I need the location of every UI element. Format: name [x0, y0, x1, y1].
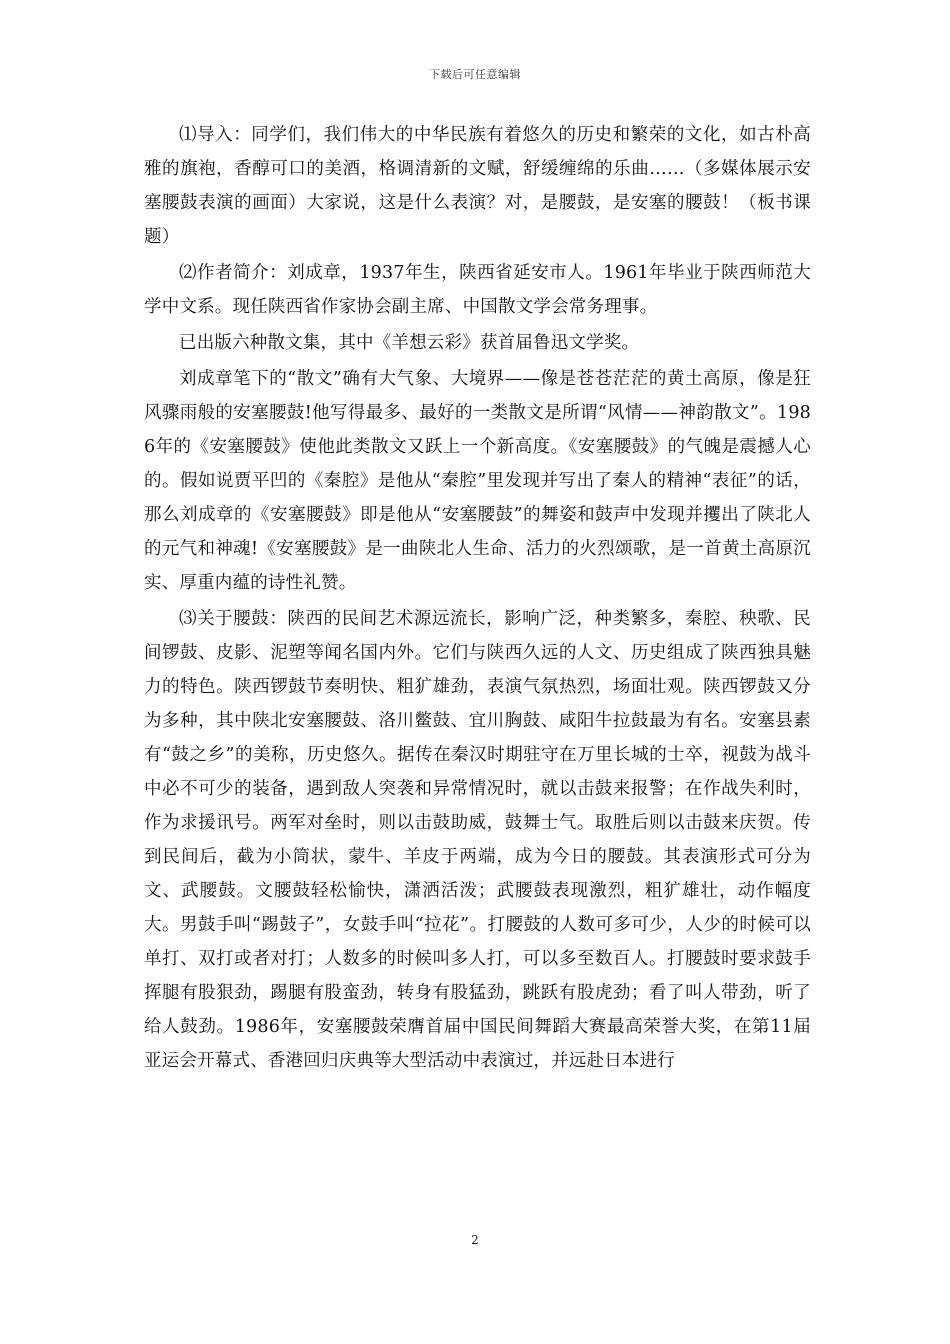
paragraph-introduction: ⑴导入：同学们，我们伟大的中华民族有着悠久的历史和繁荣的文化，如古朴高雅的旗袍，香醇可口的美酒，格调清新的文赋，舒缓缠绵的乐曲……（多媒体展示安塞腰鼓表演的画面）大家说，这是什么表演？对，是腰鼓，是安塞的腰鼓！（板书课题）	[144, 125, 811, 247]
page-header: 下载后可任意编辑	[429, 68, 521, 81]
document-body	[144, 118, 811, 1082]
paragraph-author-intro: ⑵作者简介：刘成章，1937年生，陕西省延安市人。1961年毕业于陕西师范大学中文系。现任陕西省作家协会副主席、中国散文学会常务理事。	[144, 263, 811, 317]
paragraph-about-waist-drum: ⑶关于腰鼓：陕西的民间艺术源远流长，影响广泛，种类繁多，秦腔、秧歌、民间锣鼓、皮影、泥塑等闻名国内外。它们与陕西久远的人文、历史组成了陕西独具魅力的特色。陕西锣鼓节奏明快、粗犷雄劲，表演气氛热烈，场面壮观。陕西锣鼓又分为多种，其中陕北安塞腰鼓、洛川鳖鼓、宜川胸鼓、咸阳牛拉鼓最为有名。安塞县素有“鼓之乡”的美称，历史悠久。据传在秦汉时期驻守在万里长城的士卒，视鼓为战斗中必不可少的装备，遇到敌人突袭和异常情况时，就以击鼓来报警；在作战失利时，作为求援讯号。两军对垒时，则以击鼓助威，鼓舞士气。取胜后则以击鼓来庆贺。传到民间后，截为小筒状，蒙牛、羊皮于两端，成为今日的腰鼓。其表演形式可分为文、武腰鼓。文腰鼓轻松愉快，潇洒活泼；武腰鼓表现激烈，粗犷雄壮，动作幅度大。男鼓手叫“踢鼓子”，女鼓手叫“拉花”。打腰鼓的人数可多可少，人少的时候可以单打、双打或者对打；人数多的时候叫多人打，可以多至数百人。打腰鼓时要求鼓手挥腿有股狠劲，踢腿有股蛮劲，转身有股猛劲，跳跃有股虎劲；看了叫人带劲，听了给人鼓劲。1986年，安塞腰鼓荣膺首届中国民间舞蹈大赛最高荣誉大奖，在第11届亚运会开幕式、香港回归庆典等大型活动中表演过，并远赴日本进行	[144, 609, 811, 1071]
paragraph-publications: 已出版六种散文集，其中《羊想云彩》获首届鲁迅文学奖。	[179, 333, 640, 353]
paragraph-prose-style: 刘成章笔下的“散文”确有大气象、大境界——像是苍苍茫茫的黄土高原，像是狂风骤雨般的安塞腰鼓!他写得最多、最好的一类散文是所谓“风情——神韵散文”。1986年的《安塞腰鼓》使他此类散文又跃上一个新高度。《安塞腰鼓》的气魄是震撼人心的。假如说贾平凹的《秦腔》是他从“秦腔”里发现并写出了秦人的精神“表征”的话，那么刘成章的《安塞腰鼓》即是他从“安塞腰鼓”的舞姿和鼓声中发现并攫出了陕北人的元气和神魂!《安塞腰鼓》是一曲陕北人生命、活力的火烈颂歌，是一首黄土高原沉实、厚重内蕴的诗性礼赞。	[144, 369, 811, 593]
page-number: 2	[471, 1233, 479, 1247]
